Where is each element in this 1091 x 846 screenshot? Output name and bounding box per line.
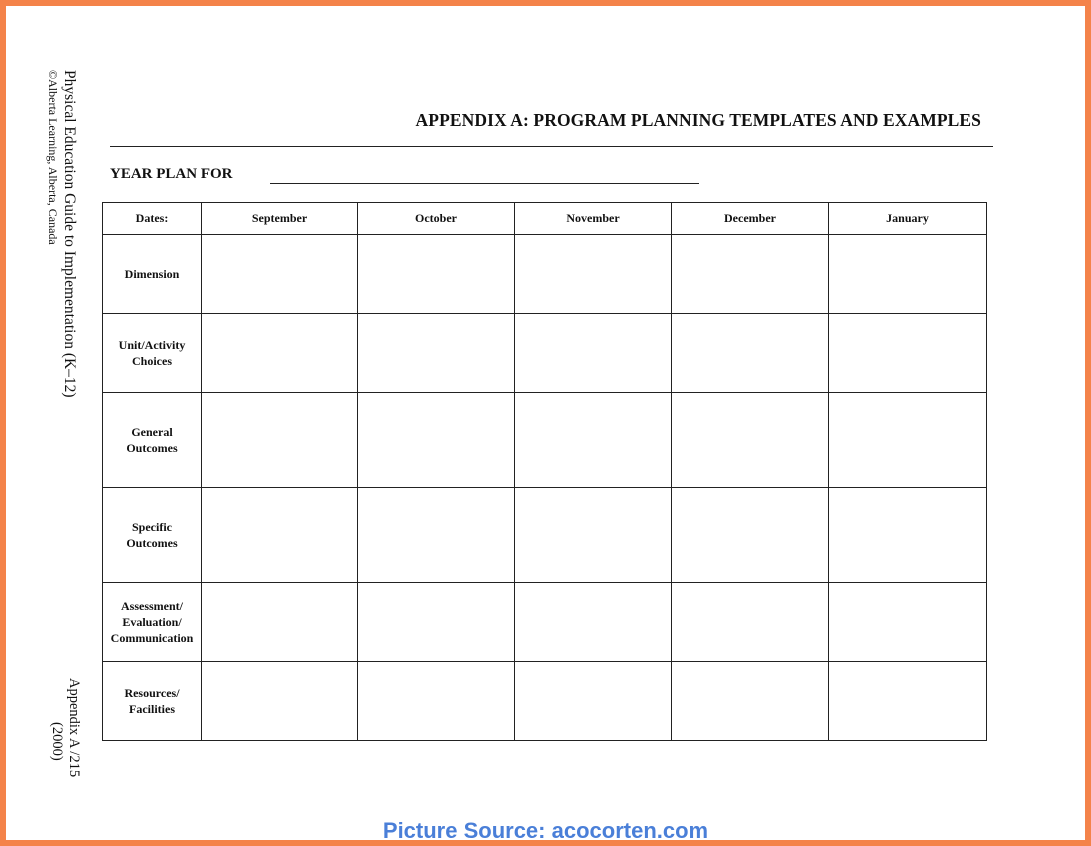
page-title: APPENDIX A: PROGRAM PLANNING TEMPLATES AND EXAMPLES: [415, 110, 981, 130]
row-label: [103, 662, 202, 741]
plan-cell[interactable]: [672, 235, 829, 314]
row-label-line: Choices: [132, 354, 172, 368]
row-label-line: Communication: [110, 631, 194, 646]
row-label-line: Unit/Activity: [118, 337, 186, 352]
table-row: [103, 393, 987, 488]
row-label: [103, 488, 202, 583]
row-label-line: Outcomes: [126, 441, 178, 455]
row-label-line: Assessment/: [121, 598, 183, 613]
row-label-line: Specific: [132, 519, 172, 534]
row-label: [103, 314, 202, 393]
table-header-row: [103, 203, 987, 235]
plan-cell[interactable]: [829, 393, 987, 488]
plan-cell[interactable]: [672, 583, 829, 662]
plan-cell[interactable]: [515, 393, 672, 488]
month-header: October: [358, 203, 515, 235]
plan-cell[interactable]: [202, 488, 358, 583]
plan-cell[interactable]: [515, 314, 672, 393]
plan-cell[interactable]: [202, 662, 358, 741]
page-reference: Appendix A /215: [66, 678, 82, 778]
row-label: [103, 393, 202, 488]
plan-cell[interactable]: [358, 488, 515, 583]
plan-cell[interactable]: [358, 393, 515, 488]
guide-title: Physical Education Guide to Implementation (K–12): [61, 70, 78, 398]
month-header: December: [672, 203, 829, 235]
page-reference-margin: [49, 678, 82, 777]
plan-cell[interactable]: [202, 393, 358, 488]
month-header: November: [515, 203, 672, 235]
row-label: [103, 235, 202, 314]
year-plan-label: YEAR PLAN FOR: [110, 166, 233, 182]
plan-cell[interactable]: [672, 393, 829, 488]
row-label: [103, 583, 202, 662]
plan-cell[interactable]: [358, 235, 515, 314]
plan-cell[interactable]: [829, 583, 987, 662]
plan-cell[interactable]: [672, 488, 829, 583]
plan-cell[interactable]: [829, 662, 987, 741]
table-row: [103, 235, 987, 314]
plan-cell[interactable]: [515, 488, 672, 583]
dates-header: Dates:: [103, 203, 202, 235]
row-label-line: Outcomes: [126, 536, 178, 550]
row-label-line: General: [131, 424, 173, 439]
month-header: September: [202, 203, 358, 235]
guide-title-margin: [45, 70, 78, 398]
plan-cell[interactable]: [202, 314, 358, 393]
year-plan-table: [102, 202, 987, 741]
plan-cell[interactable]: [358, 583, 515, 662]
plan-cell[interactable]: [202, 583, 358, 662]
plan-cell[interactable]: [515, 662, 672, 741]
plan-cell[interactable]: [358, 314, 515, 393]
row-label-line: Resources/: [124, 685, 180, 700]
table-row: [103, 488, 987, 583]
copyright-notice: ©Alberta Learning, Alberta, Canada: [46, 70, 61, 245]
picture-source-caption: Picture Source: acocorten.com: [382, 818, 709, 843]
month-header: January: [829, 203, 987, 235]
row-label-line: Dimension: [124, 266, 180, 281]
row-label-line: Facilities: [129, 702, 175, 716]
table-row: [103, 583, 987, 662]
header-divider: [110, 146, 993, 147]
row-label-line: Evaluation/: [122, 614, 182, 629]
publication-year: (2000): [49, 722, 66, 761]
plan-cell[interactable]: [829, 235, 987, 314]
table-row: [103, 662, 987, 741]
plan-cell[interactable]: [358, 662, 515, 741]
table-row: [103, 314, 987, 393]
plan-cell[interactable]: [829, 488, 987, 583]
plan-cell[interactable]: [515, 235, 672, 314]
plan-cell[interactable]: [515, 583, 672, 662]
plan-cell[interactable]: [829, 314, 987, 393]
year-plan-blank-line[interactable]: [270, 183, 699, 184]
plan-cell[interactable]: [672, 662, 829, 741]
plan-cell[interactable]: [202, 235, 358, 314]
plan-cell[interactable]: [672, 314, 829, 393]
